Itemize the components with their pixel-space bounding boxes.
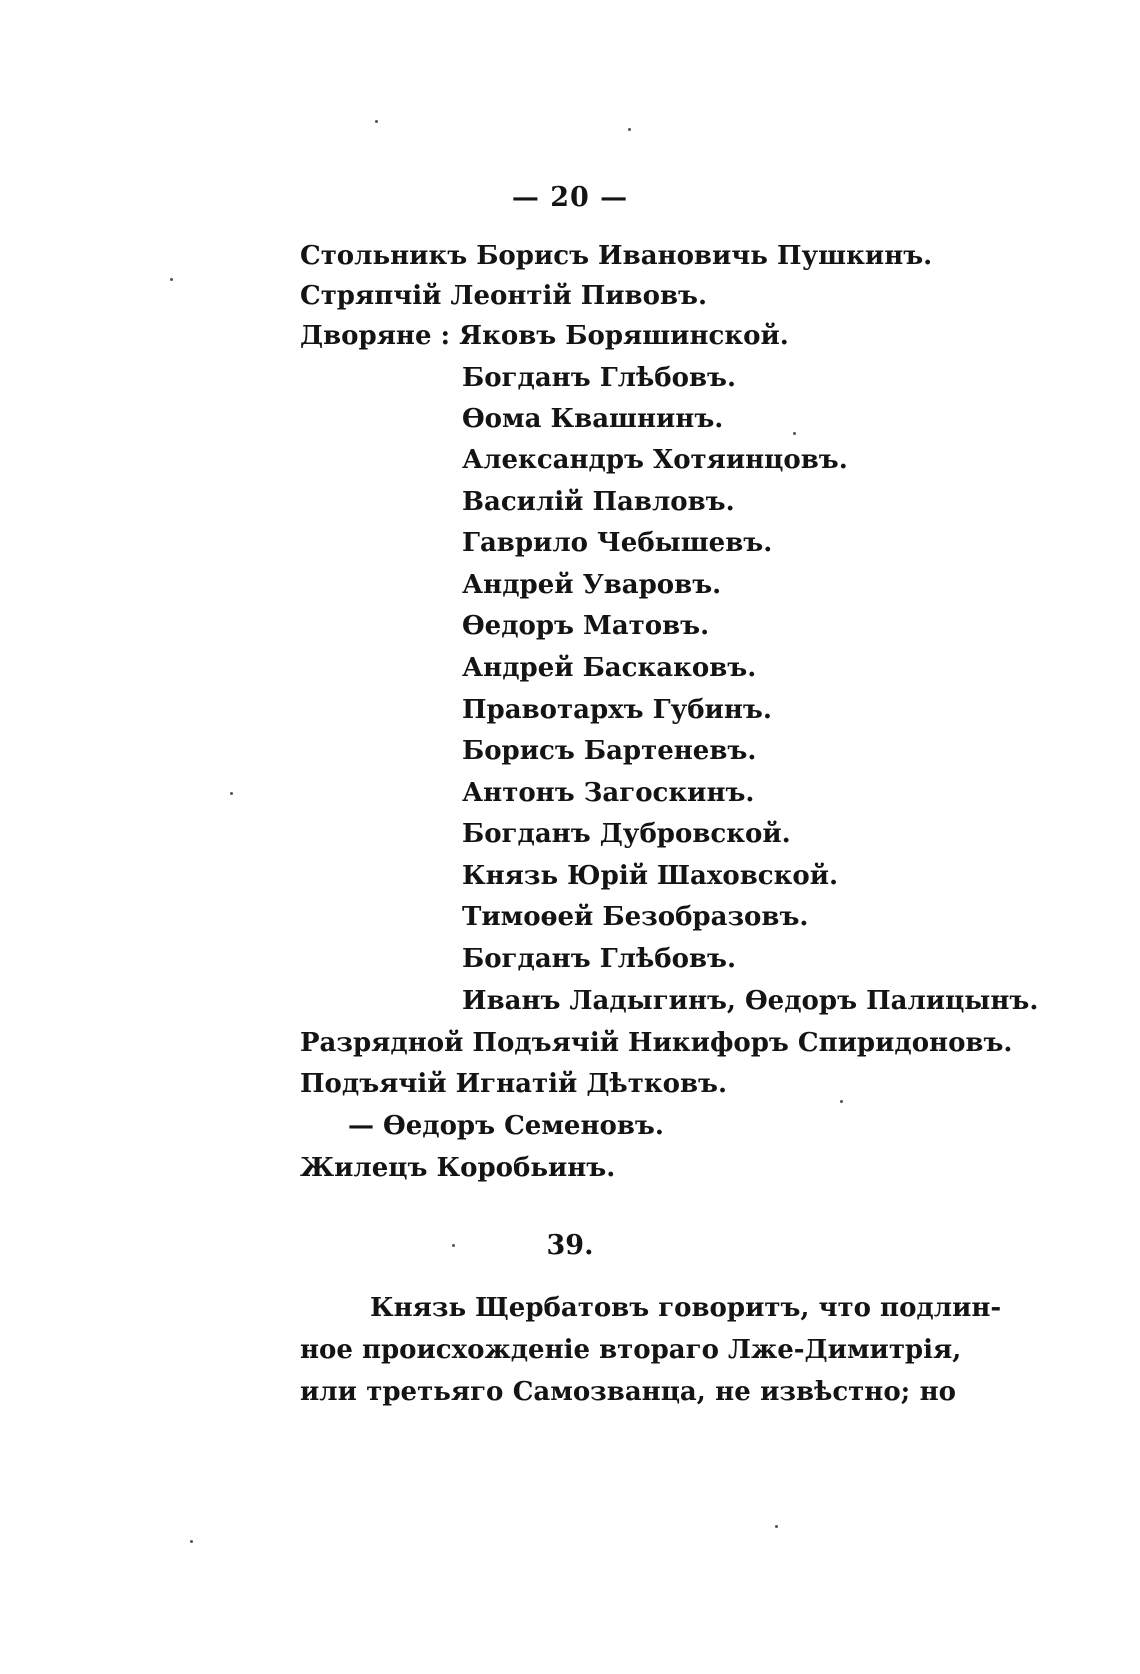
paragraph-line: Князь Щербатовъ говоритъ, что подлин- [370,1293,1002,1323]
scan-speck [452,1244,455,1247]
list-item: Стольникъ Борисъ Ивановичь Пушкинъ. [300,241,933,271]
list-item: Андрей Баскаковъ. [462,653,757,683]
list-item: Тимоѳей Безобразовъ. [462,902,809,932]
list-item: Дворяне : Яковъ Боряшинской. [300,321,789,351]
list-item: Богданъ Глѣбовъ. [462,944,737,974]
list-item: Стряпчій Леонтій Пивовъ. [300,281,707,311]
list-item: Ѳома Квашнинъ. [462,404,724,434]
list-item: Жилецъ Коробьинъ. [300,1153,616,1183]
paragraph-line: или третьяго Самозванца, не извѣстно; но [300,1377,956,1407]
list-item: Александръ Хотяинцовъ. [462,445,848,475]
list-item: Богданъ Дубровской. [462,819,791,849]
scan-speck [190,1540,193,1543]
scan-speck [230,792,233,795]
scan-speck [628,128,631,131]
paragraph-line: ное происхожденіе втораго Лже-Димитрія, [300,1335,962,1365]
list-item: Андрей Уваровъ. [462,570,722,600]
list-item: — Ѳедоръ Семеновъ. [348,1111,664,1141]
list-item: Князь Юрій Шаховской. [462,861,839,891]
scan-speck [170,278,173,281]
list-item: Гаврило Чебышевъ. [462,528,773,558]
page-number: — 20 — [511,182,629,213]
scan-speck [375,120,378,123]
scan-speck [775,1525,778,1528]
list-item: Богданъ Глѣбовъ. [462,363,737,393]
list-item: Иванъ Ладыгинъ, Ѳедоръ Палицынъ. [462,986,1039,1016]
list-item: Антонъ Загоскинъ. [462,778,755,808]
section-number: 39. [546,1230,594,1261]
list-item: Борисъ Бартеневъ. [462,736,757,766]
scan-speck [840,1100,843,1103]
list-item: Подъячій Игнатій Дѣтковъ. [300,1069,728,1099]
list-item: Василій Павловъ. [462,487,735,517]
list-item: Разрядной Подъячій Никифоръ Спиридоновъ. [300,1028,1013,1058]
list-item: Правотархъ Губинъ. [462,695,772,725]
list-item: Ѳедоръ Матовъ. [462,611,710,641]
scan-speck [793,432,796,435]
